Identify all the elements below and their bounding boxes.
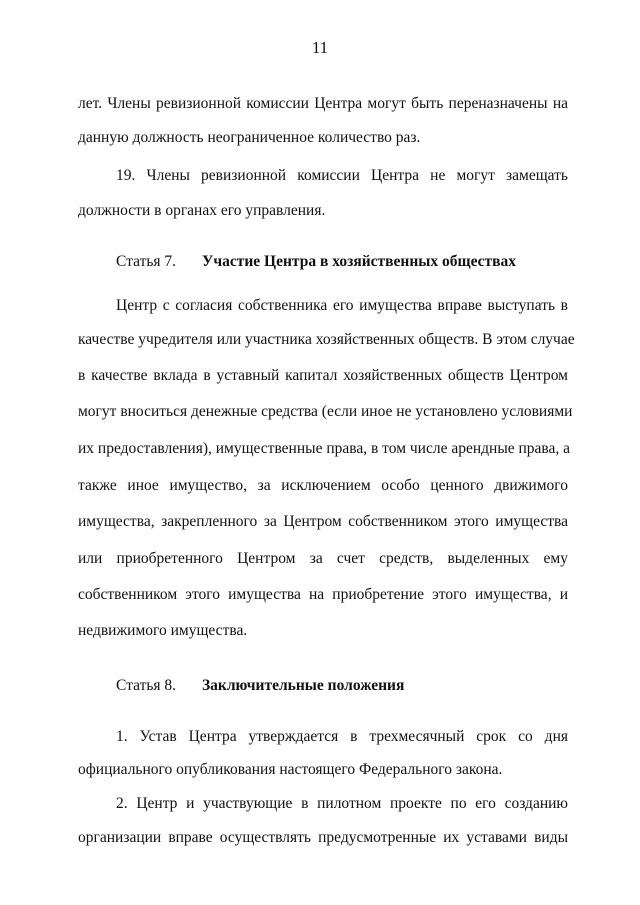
text-line: также иное имущество, за исключением особо ценного движимого: [78, 477, 568, 494]
article-number: Статья 8.: [116, 677, 177, 694]
article-title: Участие Центра в хозяйственных обществах: [202, 253, 517, 270]
text-line: лет. Члены ревизионной комиссии Центра могут быть переназначены на: [78, 95, 568, 112]
text-line: собственником этого имущества на приобретение этого имущества, и: [78, 586, 568, 603]
text-line: 2. Центр и участвующие в пилотном проекте по его созданию: [116, 795, 568, 812]
text-line: организации вправе осуществлять предусмотренные их уставами виды: [78, 829, 568, 846]
text-line: Центр с согласия собственника его имущества вправе выступать в: [116, 297, 568, 314]
text-line: качестве учредителя или участника хозяйственных обществ. В этом случае: [78, 331, 575, 348]
text-line: официального опубликования настоящего Федерального закона.: [78, 761, 503, 778]
text-line: данную должность неограниченное количество раз.: [78, 129, 421, 146]
article-number: Статья 7.: [116, 253, 177, 270]
page-number: 11: [311, 38, 329, 57]
article-7-heading: [116, 252, 516, 272]
text-line: 19. Члены ревизионной комиссии Центра не могут замещать: [116, 167, 568, 184]
text-line: могут вноситься денежные средства (если иное не установлено условиями: [78, 403, 573, 420]
text-line: должности в органах его управления.: [78, 202, 326, 219]
text-line: их предоставления), имущественные права, в том числе арендные права, а: [78, 440, 571, 457]
text-line: или приобретенного Центром за счет средств, выделенных ему: [78, 550, 568, 567]
text-line: имущества, закрепленного за Центром собственником этого имущества: [78, 513, 568, 530]
text-line: в качестве вклада в уставный капитал хозяйственных обществ Центром: [78, 367, 568, 384]
article-8-heading: [116, 676, 404, 696]
article-title: Заключительные положения: [202, 677, 405, 694]
text-line: 1. Устав Центра утверждается в трехмесячный срок со дня: [116, 728, 568, 745]
text-line: недвижимого имущества.: [78, 622, 248, 639]
